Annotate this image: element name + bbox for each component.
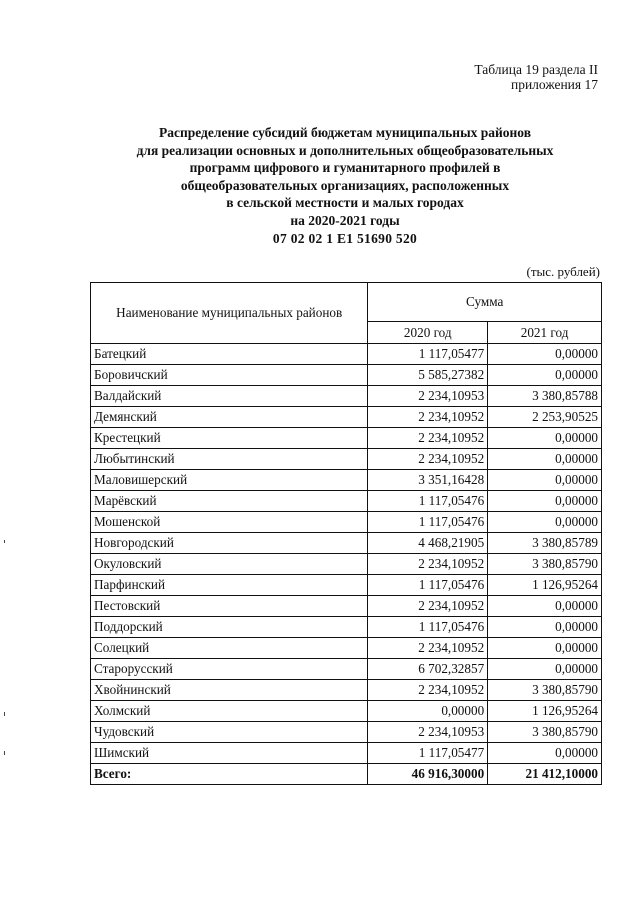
amount-2020-cell: 6 702,32857 — [368, 659, 488, 680]
table-body — [91, 344, 602, 764]
table-reference-line: Таблица 19 раздела II — [474, 62, 598, 77]
table-row — [91, 575, 602, 596]
amount-2020-cell: 2 234,10952 — [368, 449, 488, 470]
amount-2020-cell: 2 234,10953 — [368, 722, 488, 743]
amount-2021-cell: 0,00000 — [488, 428, 602, 449]
district-name-cell: Мошенской — [91, 512, 368, 533]
district-name-cell: Любытинский — [91, 449, 368, 470]
table-row — [91, 722, 602, 743]
district-name-cell: Старорусский — [91, 659, 368, 680]
table-row — [91, 554, 602, 575]
table-reference — [474, 62, 598, 92]
amount-2021-cell: 0,00000 — [488, 659, 602, 680]
table-row — [91, 407, 602, 428]
amount-2021-cell: 1 126,95264 — [488, 575, 602, 596]
amount-2021-cell: 0,00000 — [488, 743, 602, 764]
amount-2020-cell: 1 117,05477 — [368, 344, 488, 365]
amount-2021-cell: 3 380,85790 — [488, 722, 602, 743]
district-name-cell: Поддорский — [91, 617, 368, 638]
district-name-cell: Солецкий — [91, 638, 368, 659]
title-line: в сельской местности и малых городах — [226, 195, 464, 210]
total-2020: 46 916,30000 — [368, 764, 488, 785]
district-name-cell: Батецкий — [91, 344, 368, 365]
subsidy-table — [90, 282, 602, 785]
district-name-cell: Валдайский — [91, 386, 368, 407]
title-line: на 2020-2021 годы — [290, 212, 400, 228]
amount-2021-cell: 3 380,85790 — [488, 680, 602, 701]
amount-2020-cell: 1 117,05476 — [368, 512, 488, 533]
table-row — [91, 386, 602, 407]
district-name-cell: Окуловский — [91, 554, 368, 575]
district-name-cell: Чудовский — [91, 722, 368, 743]
amount-2021-cell: 3 380,85790 — [488, 554, 602, 575]
amount-2020-cell: 2 234,10952 — [368, 428, 488, 449]
document-title — [90, 124, 600, 229]
column-header-2020: 2020 год — [368, 322, 488, 344]
amount-2020-cell: 2 234,10952 — [368, 554, 488, 575]
table-row — [91, 533, 602, 554]
table-row — [91, 365, 602, 386]
amount-2021-cell: 3 380,85789 — [488, 533, 602, 554]
amount-2021-cell: 0,00000 — [488, 449, 602, 470]
district-name-cell: Новгородский — [91, 533, 368, 554]
table-row — [91, 743, 602, 764]
amount-2020-cell: 5 585,27382 — [368, 365, 488, 386]
amount-2021-cell: 0,00000 — [488, 617, 602, 638]
total-row — [91, 764, 602, 785]
amount-2020-cell: 1 117,05477 — [368, 743, 488, 764]
amount-2021-cell: 0,00000 — [488, 365, 602, 386]
amount-2021-cell: 0,00000 — [488, 638, 602, 659]
table-row — [91, 638, 602, 659]
amount-2021-cell: 0,00000 — [488, 344, 602, 365]
amount-2021-cell: 2 253,90525 — [488, 407, 602, 428]
amount-2021-cell: 0,00000 — [488, 512, 602, 533]
district-name-cell: Шимский — [91, 743, 368, 764]
amount-2021-cell: 0,00000 — [488, 596, 602, 617]
table-row — [91, 680, 602, 701]
amount-2020-cell: 2 234,10952 — [368, 680, 488, 701]
column-header-sum: Сумма — [368, 283, 602, 322]
district-name-cell: Боровичский — [91, 365, 368, 386]
amount-2021-cell: 3 380,85788 — [488, 386, 602, 407]
amount-2021-cell: 1 126,95264 — [488, 701, 602, 722]
amount-2021-cell: 0,00000 — [488, 470, 602, 491]
amount-2021-cell: 0,00000 — [488, 491, 602, 512]
district-name-cell: Парфинский — [91, 575, 368, 596]
district-name-cell: Хвойнинский — [91, 680, 368, 701]
table-row — [91, 659, 602, 680]
scan-mark — [4, 751, 5, 755]
column-header-name: Наименование муниципальных районов — [91, 283, 368, 344]
amount-2020-cell: 1 117,05476 — [368, 491, 488, 512]
district-name-cell: Демянский — [91, 407, 368, 428]
total-label: Всего: — [91, 764, 368, 785]
amount-2020-cell: 2 234,10953 — [368, 386, 488, 407]
total-2021: 21 412,10000 — [488, 764, 602, 785]
title-line: программ цифрового и гуманитарного профилей в — [189, 160, 501, 175]
amount-2020-cell: 0,00000 — [368, 701, 488, 722]
unit-label: (тыс. рублей) — [526, 264, 600, 279]
amount-2020-cell: 1 117,05476 — [368, 617, 488, 638]
title-line: для реализации основных и дополнительных общеобразовательных — [136, 142, 554, 158]
table-row — [91, 491, 602, 512]
table-row — [91, 470, 602, 491]
district-name-cell: Марёвский — [91, 491, 368, 512]
district-name-cell: Крестецкий — [91, 428, 368, 449]
scan-mark — [4, 540, 5, 543]
table-reference-line: приложения 17 — [510, 77, 598, 92]
table-row — [91, 428, 602, 449]
amount-2020-cell: 2 234,10952 — [368, 407, 488, 428]
table-row — [91, 344, 602, 365]
amount-2020-cell: 4 468,21905 — [368, 533, 488, 554]
scan-mark — [4, 712, 5, 716]
district-name-cell: Холмский — [91, 701, 368, 722]
table-row — [91, 512, 602, 533]
title-line: общеобразовательных организациях, расположенных — [180, 177, 510, 193]
amount-2020-cell: 3 351,16428 — [368, 470, 488, 491]
amount-2020-cell: 2 234,10952 — [368, 596, 488, 617]
table-row — [91, 449, 602, 470]
column-header-2021: 2021 год — [488, 322, 602, 344]
budget-code: 07 02 02 1 E1 51690 520 — [272, 231, 418, 246]
table-row — [91, 596, 602, 617]
title-line: Распределение субсидий бюджетам муниципальных районов — [158, 125, 532, 140]
amount-2020-cell: 2 234,10952 — [368, 638, 488, 659]
table-row — [91, 617, 602, 638]
district-name-cell: Маловишерский — [91, 470, 368, 491]
amount-2020-cell: 1 117,05476 — [368, 575, 488, 596]
table-row — [91, 701, 602, 722]
district-name-cell: Пестовский — [91, 596, 368, 617]
